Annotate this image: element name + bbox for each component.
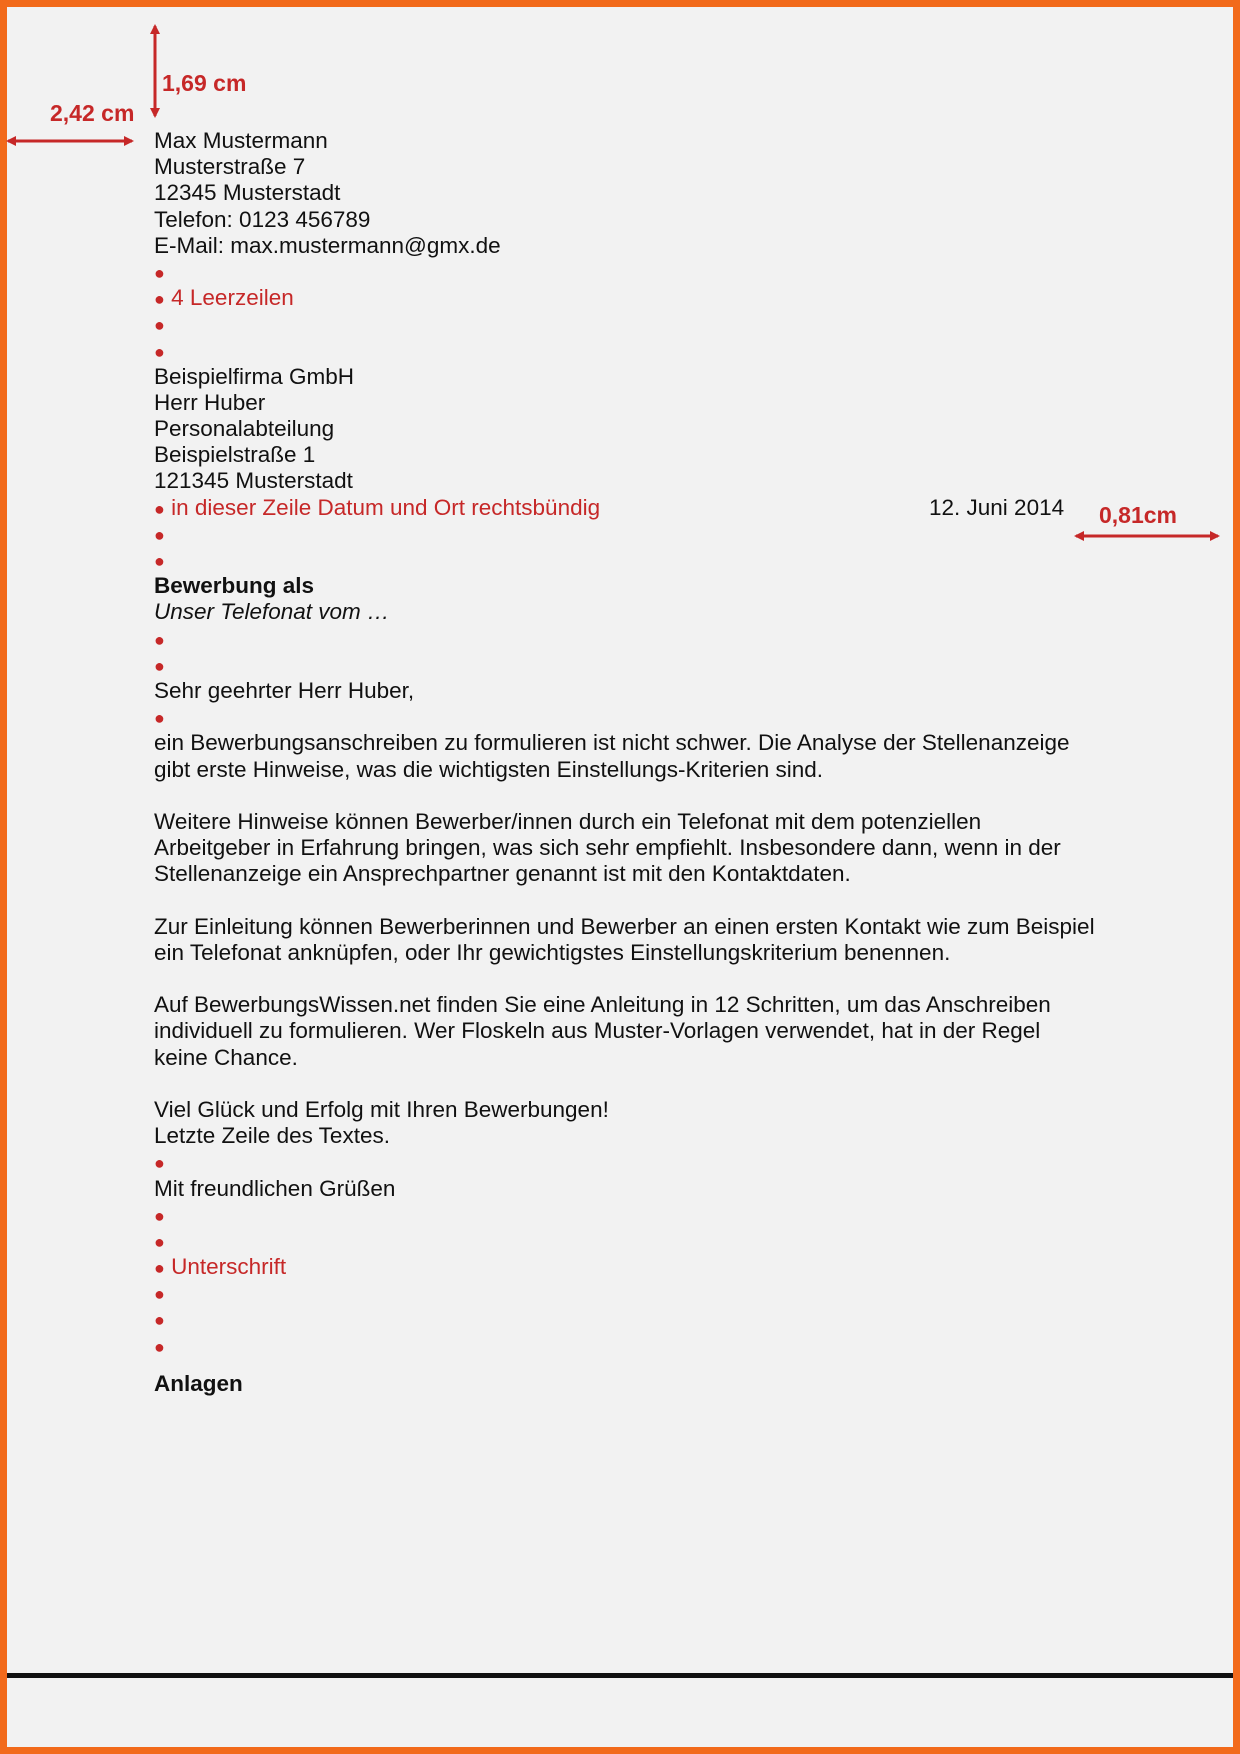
- bullet-marker: ●: [154, 1310, 165, 1331]
- paragraph-2-line: Weitere Hinweise können Bewerber/innen durch ein Telefonat mit dem potenziellen: [154, 808, 982, 834]
- paragraph-spacer: [154, 1359, 1114, 1371]
- sender-name: Max Mustermann: [154, 128, 328, 153]
- bullet-marker: ●: [154, 708, 165, 729]
- paragraph-3-line: Zur Einleitung können Bewerberinnen und Bewerber an einen ersten Kontakt wie zum Beispiel: [154, 913, 1095, 939]
- blank-line-marker: [154, 521, 1114, 547]
- right-margin-label: 0,81cm: [1099, 502, 1178, 528]
- bullet-marker: ●: [154, 289, 165, 310]
- left-margin-label: 2,42 cm: [50, 100, 135, 126]
- paragraph-5-line: Letzte Zeile des Textes.: [154, 1123, 390, 1149]
- bullet-marker: ●: [154, 1284, 165, 1305]
- blank-line-marker: [154, 547, 1114, 573]
- bullet-marker: ●: [154, 1205, 165, 1226]
- sender-phone: Telefon: 0123 456789: [154, 206, 371, 232]
- paragraph-1-line: gibt erste Hinweise, was die wichtigsten Einstellungs-Kriterien sind.: [154, 756, 824, 782]
- paragraph-4-line: keine Chance.: [154, 1044, 298, 1070]
- blank-line-marker: [154, 626, 1114, 652]
- blank-line-marker: [154, 1306, 1114, 1332]
- paragraph-4-line: Auf BewerbungsWissen.net finden Sie eine Anleitung in 12 Schritten, um das Anschreiben: [154, 992, 1051, 1018]
- paragraph-2-line: Arbeitgeber in Erfahrung bringen, was sich sehr empfiehlt. Insbesondere dann, wenn in der: [154, 835, 1061, 861]
- paragraph-1-line: ein Bewerbungsanschreiben zu formulieren ist nicht schwer. Die Analyse der Stellenanzeige: [154, 730, 1070, 756]
- recipient-street: Beispielstraße 1: [154, 442, 316, 468]
- blank-line-marker: [154, 1202, 1114, 1228]
- signature-note: [154, 1254, 1114, 1280]
- bullet-marker: ●: [154, 1336, 165, 1357]
- blank-line-marker: [154, 338, 1114, 364]
- bullet-marker: ●: [154, 524, 165, 545]
- recipient-department: Personalabteilung: [154, 416, 335, 442]
- recipient-company: Beispielfirma GmbH: [154, 363, 355, 389]
- bullet-marker: ●: [154, 1153, 165, 1174]
- paragraph-4-line: individuell zu formulieren. Wer Floskeln aus Muster-Vorlagen verwendet, hat in der Regel: [154, 1018, 1041, 1044]
- paragraph-spacer: [154, 1071, 1114, 1097]
- signature-note-text: Unterschrift: [171, 1254, 287, 1280]
- recipient-city: 121345 Musterstadt: [154, 468, 353, 494]
- bullet-marker: ●: [154, 262, 165, 283]
- paragraph-3-line: ein Telefonat anknüpfen, oder Ihr gewichtigstes Einstellungskriterium benennen.: [154, 939, 951, 965]
- sender-city: 12345 Musterstadt: [154, 180, 341, 206]
- recipient-contact: Herr Huber: [154, 389, 266, 415]
- bullet-marker: ●: [154, 341, 165, 362]
- bullet-marker: ●: [154, 629, 165, 650]
- letter-body: [154, 128, 1114, 1397]
- blank-line-marker: [154, 652, 1114, 678]
- date-line: [154, 495, 1114, 521]
- blank-line-marker: [154, 1280, 1114, 1306]
- subject-line: Bewerbung als: [154, 573, 315, 599]
- bullet-marker: ●: [154, 551, 165, 571]
- blank-line-marker: [154, 704, 1114, 730]
- blank-line-marker: [154, 259, 1114, 285]
- top-margin-label: 1,69 cm: [162, 70, 247, 96]
- enclosures-heading: Anlagen: [154, 1370, 243, 1396]
- salutation: Sehr geehrter Herr Huber,: [154, 677, 415, 703]
- paragraph-spacer: [154, 966, 1114, 992]
- letter-date: 12. Juni 2014: [929, 494, 1065, 520]
- blank-lines-note-text: 4 Leerzeilen: [171, 285, 294, 311]
- reference-line: Unser Telefonat vom …: [154, 599, 390, 625]
- blank-line-marker: [154, 1228, 1114, 1254]
- bullet-marker: ●: [154, 1258, 165, 1279]
- blank-lines-note: [154, 285, 1114, 311]
- blank-line-marker: [154, 1333, 1114, 1359]
- blank-line-marker: [154, 311, 1114, 337]
- bullet-marker: ●: [154, 1231, 165, 1252]
- paragraph-2-line: Stellenanzeige ein Ansprechpartner genannt ist mit den Kontaktdaten.: [154, 861, 851, 887]
- paragraph-5-line: Viel Glück und Erfolg mit Ihren Bewerbungen!: [154, 1096, 609, 1122]
- bullet-marker: ●: [154, 315, 165, 336]
- sender-email: E-Mail: max.mustermann@gmx.de: [154, 232, 501, 258]
- paragraph-spacer: [154, 887, 1114, 913]
- sender-street: Musterstraße 7: [154, 154, 306, 180]
- paragraph-spacer: [154, 783, 1114, 809]
- bullet-marker: ●: [154, 655, 165, 676]
- closing: Mit freundlichen Grüßen: [154, 1175, 396, 1201]
- date-line-note: in dieser Zeile Datum und Ort rechtsbündig: [171, 494, 601, 520]
- blank-line-marker: [154, 1149, 1114, 1175]
- bullet-marker: ●: [154, 498, 165, 519]
